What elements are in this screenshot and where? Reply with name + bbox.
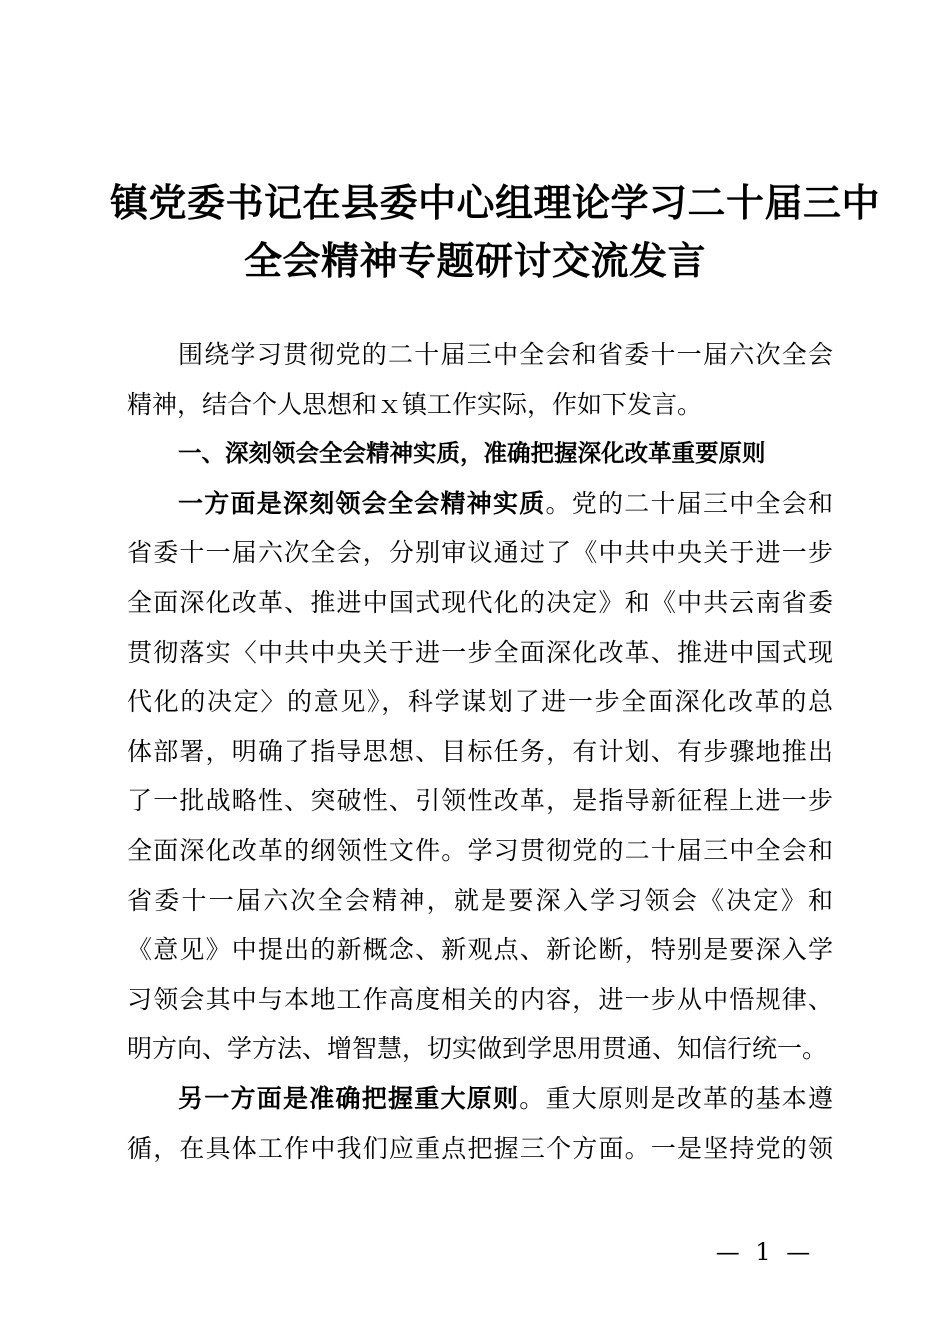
para1-line: 省委十一届六次全会精神，就是要深入学习领会《决定》和 (127, 885, 833, 915)
para1-line: 明方向、学方法、增智慧，切实做到学思用贯通、知信行统一。 (127, 1034, 828, 1064)
para1-line: 习领会其中与本地工作高度相关的内容，进一步从中悟规律、 (127, 984, 833, 1014)
para1-line: 代化的决定〉的意见》，科学谋划了进一步全面深化改革的总 (127, 687, 833, 717)
intro-line-1: 围绕学习贯彻党的二十届三中全会和省委十一届六次全会 (178, 340, 833, 369)
para1-line: 全面深化改革的纲领性文件。学习贯彻党的二十届三中全会和 (127, 835, 833, 865)
intro-line-2: 精神，结合个人思想和ｘ镇工作实际，作如下发言。 (127, 389, 703, 419)
para1-lead-bold: 一方面是深刻领会全会精神实质 (178, 488, 546, 518)
para1-lead-rest: 。党的二十届三中全会和 (545, 488, 833, 518)
para2-line: 循，在具体工作中我们应重点把握三个方面。一是坚持党的领 (127, 1133, 833, 1163)
para2-lead-bold: 另一方面是准确把握重大原则 (178, 1083, 520, 1113)
para1-line: 省委十一届六次全会，分别审议通过了《中共中央关于进一步 (127, 538, 833, 568)
para1-line: 贯彻落实〈中共中央关于进一步全面深化改革、推进中国式现 (127, 637, 833, 667)
para1-line: 了一批战略性、突破性、引领性改革，是指导新征程上进一步 (127, 786, 833, 816)
para1-line: 《意见》中提出的新概念、新观点、新论断，特别是要深入学 (127, 935, 833, 965)
document-body (127, 330, 833, 1173)
para1-line: 全面深化改革、推进中国式现代化的决定》和《中共云南省委 (127, 587, 833, 617)
section-heading: 一、深刻领会全会精神实质，准确把握深化改革重要原则 (178, 439, 766, 468)
page-number: — 1 — (715, 1238, 815, 1266)
title-line-2: 全会精神专题研讨交流发言 (243, 239, 706, 283)
para2-lead-rest: 。重大原则是改革的基本遵 (519, 1083, 833, 1113)
para1-line: 体部署，明确了指导思想、目标任务，有计划、有步骤地推出 (127, 736, 833, 766)
title-line-1: 镇党委书记在县委中心组理论学习二十届三中 (110, 181, 881, 225)
para2-first-line (127, 1074, 833, 1124)
para1-first-line (127, 479, 833, 529)
document-title (110, 174, 881, 290)
